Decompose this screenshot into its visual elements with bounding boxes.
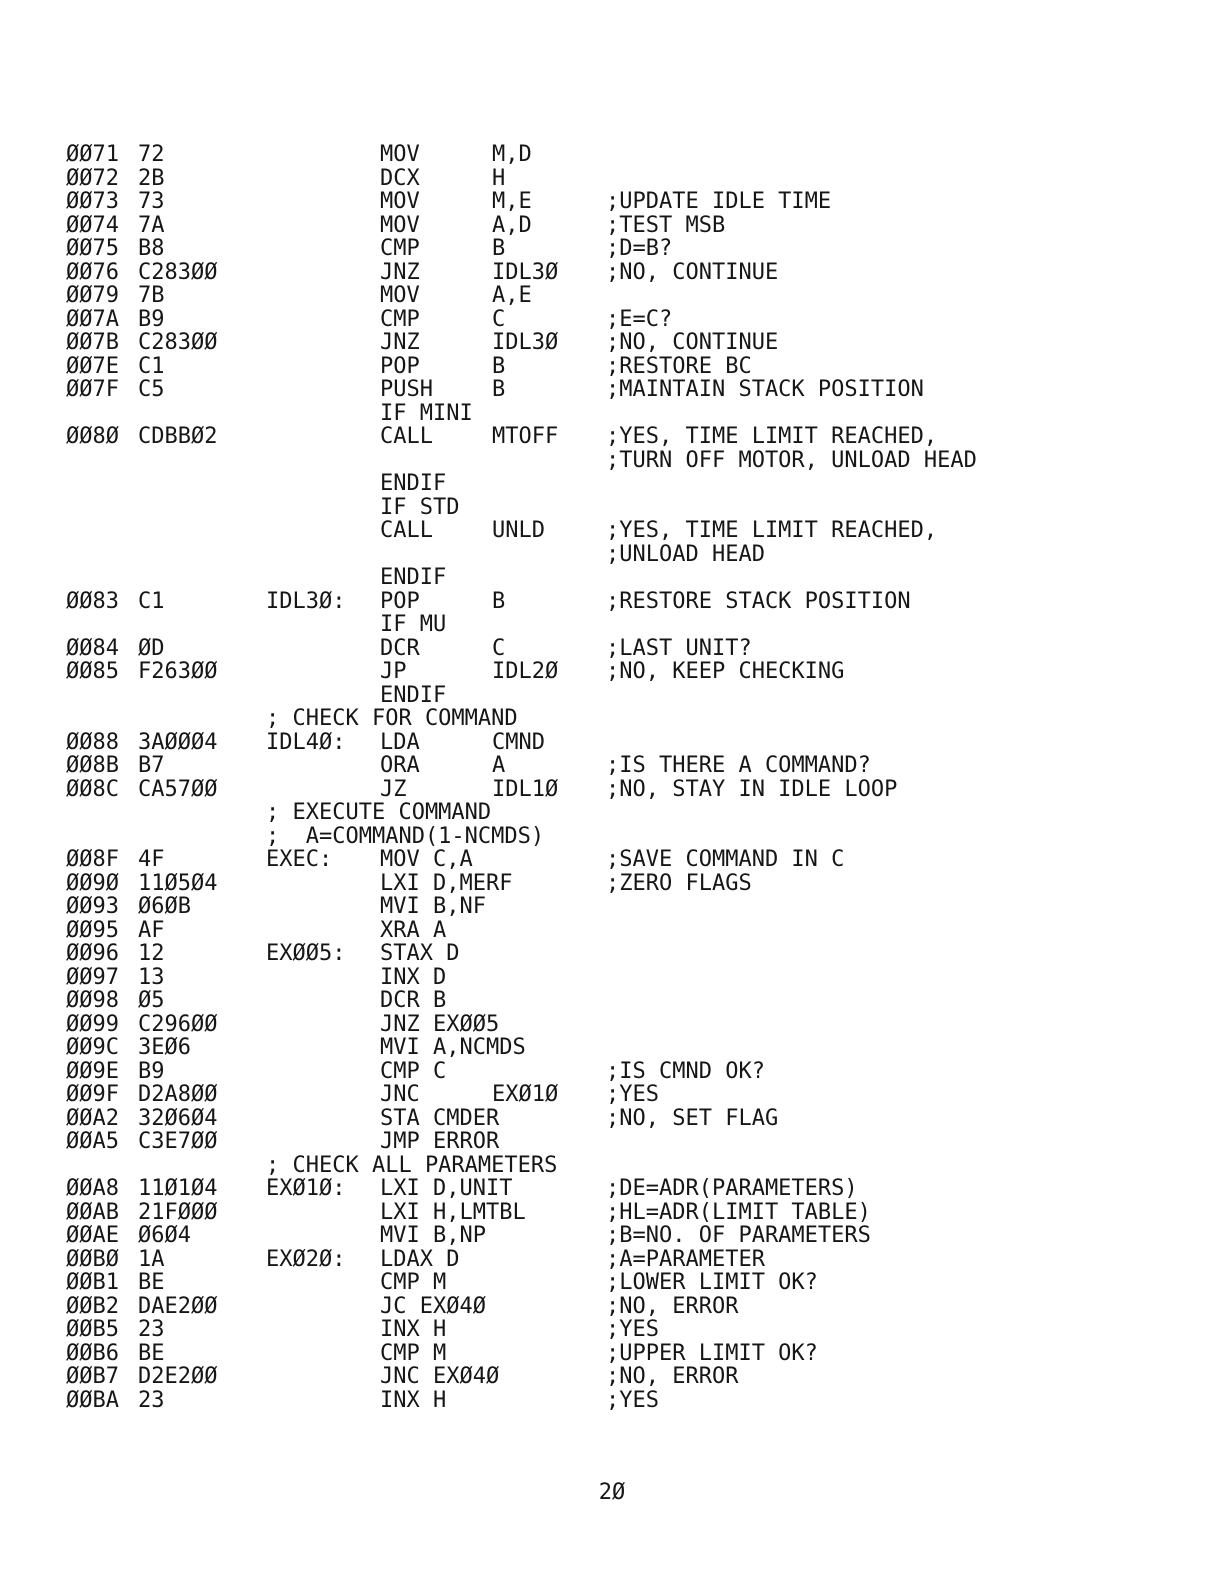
opcode: JZ bbox=[380, 776, 407, 802]
operand: B bbox=[492, 353, 506, 379]
comment: ;TURN OFF MOTOR, UNLOAD HEAD bbox=[606, 447, 977, 473]
comment: ;DE=ADR(PARAMETERS) bbox=[606, 1176, 858, 1201]
opcode: INX H bbox=[380, 1317, 447, 1342]
machine-code: Ø6Ø4 bbox=[138, 1223, 191, 1248]
label: IDL4Ø: bbox=[266, 729, 346, 755]
address: ØØBA bbox=[66, 1387, 119, 1413]
address: ØØ98 bbox=[66, 988, 119, 1013]
machine-code: C3E7ØØ bbox=[138, 1129, 218, 1154]
opcode: IF STD bbox=[380, 494, 460, 520]
opcode: ORA bbox=[380, 753, 420, 778]
comment: ;NO, SET FLAG bbox=[606, 1105, 779, 1131]
address: ØØ8C bbox=[66, 776, 119, 802]
opcode: ENDIF bbox=[380, 565, 447, 590]
comment: ;MAINTAIN STACK POSITION bbox=[606, 377, 924, 402]
operand: M,D bbox=[492, 142, 532, 167]
opcode: MVI A,NCMDS bbox=[380, 1035, 526, 1060]
machine-code: 72 bbox=[138, 142, 165, 167]
opcode: MVI B,NP bbox=[380, 1223, 486, 1248]
comment: ;NO, ERROR bbox=[606, 1293, 739, 1319]
machine-code: B9 bbox=[138, 1058, 165, 1084]
comment: ;LAST UNIT? bbox=[606, 635, 752, 661]
address: ØØ8Ø bbox=[66, 424, 119, 449]
address: ØØA2 bbox=[66, 1105, 119, 1131]
machine-code: 3EØ6 bbox=[138, 1035, 191, 1060]
opcode: PUSH bbox=[380, 377, 433, 402]
machine-code: B8 bbox=[138, 236, 165, 261]
machine-code: DAE2ØØ bbox=[138, 1293, 218, 1319]
operand: C bbox=[492, 306, 506, 332]
label: ; CHECK FOR COMMAND bbox=[266, 706, 518, 731]
machine-code: 11Ø5Ø4 bbox=[138, 870, 218, 896]
comment: ;RESTORE BC bbox=[606, 353, 752, 379]
opcode: ENDIF bbox=[380, 682, 447, 708]
address: ØØ88 bbox=[66, 729, 119, 755]
operand: B bbox=[492, 236, 506, 261]
opcode: LXI D,UNIT bbox=[380, 1176, 513, 1201]
machine-code: 7A bbox=[138, 212, 165, 238]
opcode: DCX bbox=[380, 165, 420, 191]
comment: ;YES, TIME LIMIT REACHED, bbox=[606, 518, 938, 543]
address: ØØ96 bbox=[66, 941, 119, 966]
opcode: POP bbox=[380, 588, 420, 614]
machine-code: 32Ø6Ø4 bbox=[138, 1105, 218, 1131]
opcode: JNZ EXØØ5 bbox=[380, 1011, 500, 1037]
comment: ;ZERO FLAGS bbox=[606, 870, 752, 896]
operand: B bbox=[492, 377, 506, 402]
label: ; A=COMMAND(1-NCMDS) bbox=[266, 823, 545, 849]
comment: ;UPDATE IDLE TIME bbox=[606, 189, 832, 214]
opcode: JNZ bbox=[380, 259, 420, 285]
address: ØØ84 bbox=[66, 635, 119, 661]
address: ØØ9C bbox=[66, 1035, 119, 1060]
address: ØØ8F bbox=[66, 847, 119, 872]
opcode: MOV C,A bbox=[380, 847, 473, 872]
opcode: IF MU bbox=[380, 612, 447, 637]
address: ØØ97 bbox=[66, 964, 119, 990]
machine-code: D2A8ØØ bbox=[138, 1082, 218, 1107]
machine-code: D2E2ØØ bbox=[138, 1364, 218, 1389]
machine-code: F263ØØ bbox=[138, 659, 218, 684]
opcode: MOV bbox=[380, 142, 420, 167]
address: ØØ74 bbox=[66, 212, 119, 238]
comment: ;LOWER LIMIT OK? bbox=[606, 1270, 818, 1295]
comment: ;SAVE COMMAND IN C bbox=[606, 847, 845, 872]
machine-code: AF bbox=[138, 917, 165, 943]
address: ØØB7 bbox=[66, 1364, 119, 1389]
opcode: CMP bbox=[380, 306, 420, 332]
address: ØØ7F bbox=[66, 377, 119, 402]
machine-code: 3AØØØ4 bbox=[138, 729, 218, 755]
opcode: MOV bbox=[380, 283, 420, 308]
operand: IDL2Ø bbox=[492, 659, 559, 684]
machine-code: 73 bbox=[138, 189, 165, 214]
address: ØØ9F bbox=[66, 1082, 119, 1107]
comment: ;NO, STAY IN IDLE LOOP bbox=[606, 776, 898, 802]
comment: ;A=PARAMETER bbox=[606, 1246, 765, 1272]
machine-code: 21FØØØ bbox=[138, 1199, 218, 1225]
comment: ;D=B? bbox=[606, 236, 673, 261]
machine-code: C296ØØ bbox=[138, 1011, 218, 1037]
opcode: MVI B,NF bbox=[380, 894, 486, 919]
operand: MTOFF bbox=[492, 424, 559, 449]
machine-code: Ø6ØB bbox=[138, 894, 191, 919]
machine-code: 23 bbox=[138, 1317, 165, 1342]
address: ØØBØ bbox=[66, 1246, 119, 1272]
operand: UNLD bbox=[492, 518, 545, 543]
opcode: IF MINI bbox=[380, 400, 473, 426]
operand: H bbox=[492, 165, 506, 191]
machine-code: 11Ø1Ø4 bbox=[138, 1176, 218, 1201]
address: ØØ7E bbox=[66, 353, 119, 379]
address: ØØB2 bbox=[66, 1293, 119, 1319]
operand: A,E bbox=[492, 283, 532, 308]
comment: ;NO, CONTINUE bbox=[606, 259, 779, 285]
opcode: STA CMDER bbox=[380, 1105, 500, 1131]
comment: ;RESTORE STACK POSITION bbox=[606, 588, 911, 614]
page-number: 2Ø bbox=[598, 1480, 626, 1505]
address: ØØ71 bbox=[66, 142, 119, 167]
opcode: JP bbox=[380, 659, 407, 684]
operand: CMND bbox=[492, 729, 545, 755]
machine-code: C283ØØ bbox=[138, 330, 218, 355]
opcode: CMP C bbox=[380, 1058, 447, 1084]
comment: ;UNLOAD HEAD bbox=[606, 541, 765, 567]
address: ØØ79 bbox=[66, 283, 119, 308]
opcode: DCR B bbox=[380, 988, 447, 1013]
opcode: XRA A bbox=[380, 917, 447, 943]
label: EXØ2Ø: bbox=[266, 1246, 346, 1272]
address: ØØ8B bbox=[66, 753, 119, 778]
address: ØØ75 bbox=[66, 236, 119, 261]
address: ØØA8 bbox=[66, 1176, 119, 1201]
operand: A,D bbox=[492, 212, 532, 238]
comment: ;TEST MSB bbox=[606, 212, 726, 238]
operand: EXØ1Ø bbox=[492, 1082, 559, 1107]
operand: C bbox=[492, 635, 506, 661]
comment: ;YES bbox=[606, 1387, 659, 1413]
opcode: JNC bbox=[380, 1082, 420, 1107]
opcode: CMP M bbox=[380, 1340, 447, 1366]
label: IDL3Ø: bbox=[266, 588, 346, 614]
comment: ;NO, ERROR bbox=[606, 1364, 739, 1389]
machine-code: ØD bbox=[138, 635, 165, 661]
opcode: LDAX D bbox=[380, 1246, 460, 1272]
address: ØØ85 bbox=[66, 659, 119, 684]
machine-code: Ø5 bbox=[138, 988, 165, 1013]
opcode: CALL bbox=[380, 424, 433, 449]
opcode: POP bbox=[380, 353, 420, 379]
address: ØØ93 bbox=[66, 894, 119, 919]
comment: ;NO, CONTINUE bbox=[606, 330, 779, 355]
label: EXØ1Ø: bbox=[266, 1176, 346, 1201]
opcode: JNZ bbox=[380, 330, 420, 355]
operand: IDL1Ø bbox=[492, 776, 559, 802]
address: ØØ83 bbox=[66, 588, 119, 614]
opcode: JNC EXØ4Ø bbox=[380, 1364, 500, 1389]
machine-code: C283ØØ bbox=[138, 259, 218, 285]
operand: IDL3Ø bbox=[492, 330, 559, 355]
address: ØØAE bbox=[66, 1223, 119, 1248]
address: ØØB5 bbox=[66, 1317, 119, 1342]
machine-code: CDBBØ2 bbox=[138, 424, 218, 449]
opcode: STAX D bbox=[380, 941, 460, 966]
comment: ;YES bbox=[606, 1317, 659, 1342]
opcode: DCR bbox=[380, 635, 420, 661]
operand: M,E bbox=[492, 189, 532, 214]
machine-code: 4F bbox=[138, 847, 165, 872]
opcode: LXI H,LMTBL bbox=[380, 1199, 526, 1225]
comment: ;IS CMND OK? bbox=[606, 1058, 765, 1084]
machine-code: 2B bbox=[138, 165, 165, 191]
label: EXEC: bbox=[266, 847, 333, 872]
address: ØØB1 bbox=[66, 1270, 119, 1295]
comment: ;UPPER LIMIT OK? bbox=[606, 1340, 818, 1366]
opcode: ENDIF bbox=[380, 471, 447, 496]
comment: ;B=NO. OF PARAMETERS bbox=[606, 1223, 871, 1248]
address: ØØAB bbox=[66, 1199, 119, 1225]
machine-code: C1 bbox=[138, 588, 165, 614]
opcode: INX D bbox=[380, 964, 447, 990]
opcode: LXI D,MERF bbox=[380, 870, 513, 896]
machine-code: BE bbox=[138, 1340, 165, 1366]
opcode: JMP ERROR bbox=[380, 1129, 500, 1154]
label: ; CHECK ALL PARAMETERS bbox=[266, 1152, 558, 1178]
machine-code: 23 bbox=[138, 1387, 165, 1413]
label: EXØØ5: bbox=[266, 941, 346, 966]
address: ØØ73 bbox=[66, 189, 119, 214]
address: ØØ72 bbox=[66, 165, 119, 191]
address: ØØA5 bbox=[66, 1129, 119, 1154]
address: ØØ9E bbox=[66, 1058, 119, 1084]
machine-code: C5 bbox=[138, 377, 165, 402]
comment: ;IS THERE A COMMAND? bbox=[606, 753, 871, 778]
machine-code: 1A bbox=[138, 1246, 165, 1272]
machine-code: B7 bbox=[138, 753, 165, 778]
operand: A bbox=[492, 753, 506, 778]
address: ØØ99 bbox=[66, 1011, 119, 1037]
address: ØØ76 bbox=[66, 259, 119, 285]
address: ØØB6 bbox=[66, 1340, 119, 1366]
opcode: CMP M bbox=[380, 1270, 447, 1295]
label: ; EXECUTE COMMAND bbox=[266, 800, 492, 825]
opcode: MOV bbox=[380, 212, 420, 238]
opcode: INX H bbox=[380, 1387, 447, 1413]
comment: ;E=C? bbox=[606, 306, 673, 332]
machine-code: 12 bbox=[138, 941, 165, 966]
comment: ;YES bbox=[606, 1082, 659, 1107]
comment: ;NO, KEEP CHECKING bbox=[606, 659, 845, 684]
machine-code: C1 bbox=[138, 353, 165, 379]
comment: ;YES, TIME LIMIT REACHED, bbox=[606, 424, 938, 449]
operand: IDL3Ø bbox=[492, 259, 559, 285]
machine-code: 13 bbox=[138, 964, 165, 990]
address: ØØ7B bbox=[66, 330, 119, 355]
address: ØØ7A bbox=[66, 306, 119, 332]
opcode: LDA bbox=[380, 729, 420, 755]
address: ØØ95 bbox=[66, 917, 119, 943]
machine-code: CA57ØØ bbox=[138, 776, 218, 802]
machine-code: 7B bbox=[138, 283, 165, 308]
opcode: CMP bbox=[380, 236, 420, 261]
opcode: CALL bbox=[380, 518, 433, 543]
comment: ;HL=ADR(LIMIT TABLE) bbox=[606, 1199, 871, 1225]
machine-code: B9 bbox=[138, 306, 165, 332]
address: ØØ9Ø bbox=[66, 870, 119, 896]
opcode: JC EXØ4Ø bbox=[380, 1293, 486, 1319]
operand: B bbox=[492, 588, 506, 614]
opcode: MOV bbox=[380, 189, 420, 214]
machine-code: BE bbox=[138, 1270, 165, 1295]
